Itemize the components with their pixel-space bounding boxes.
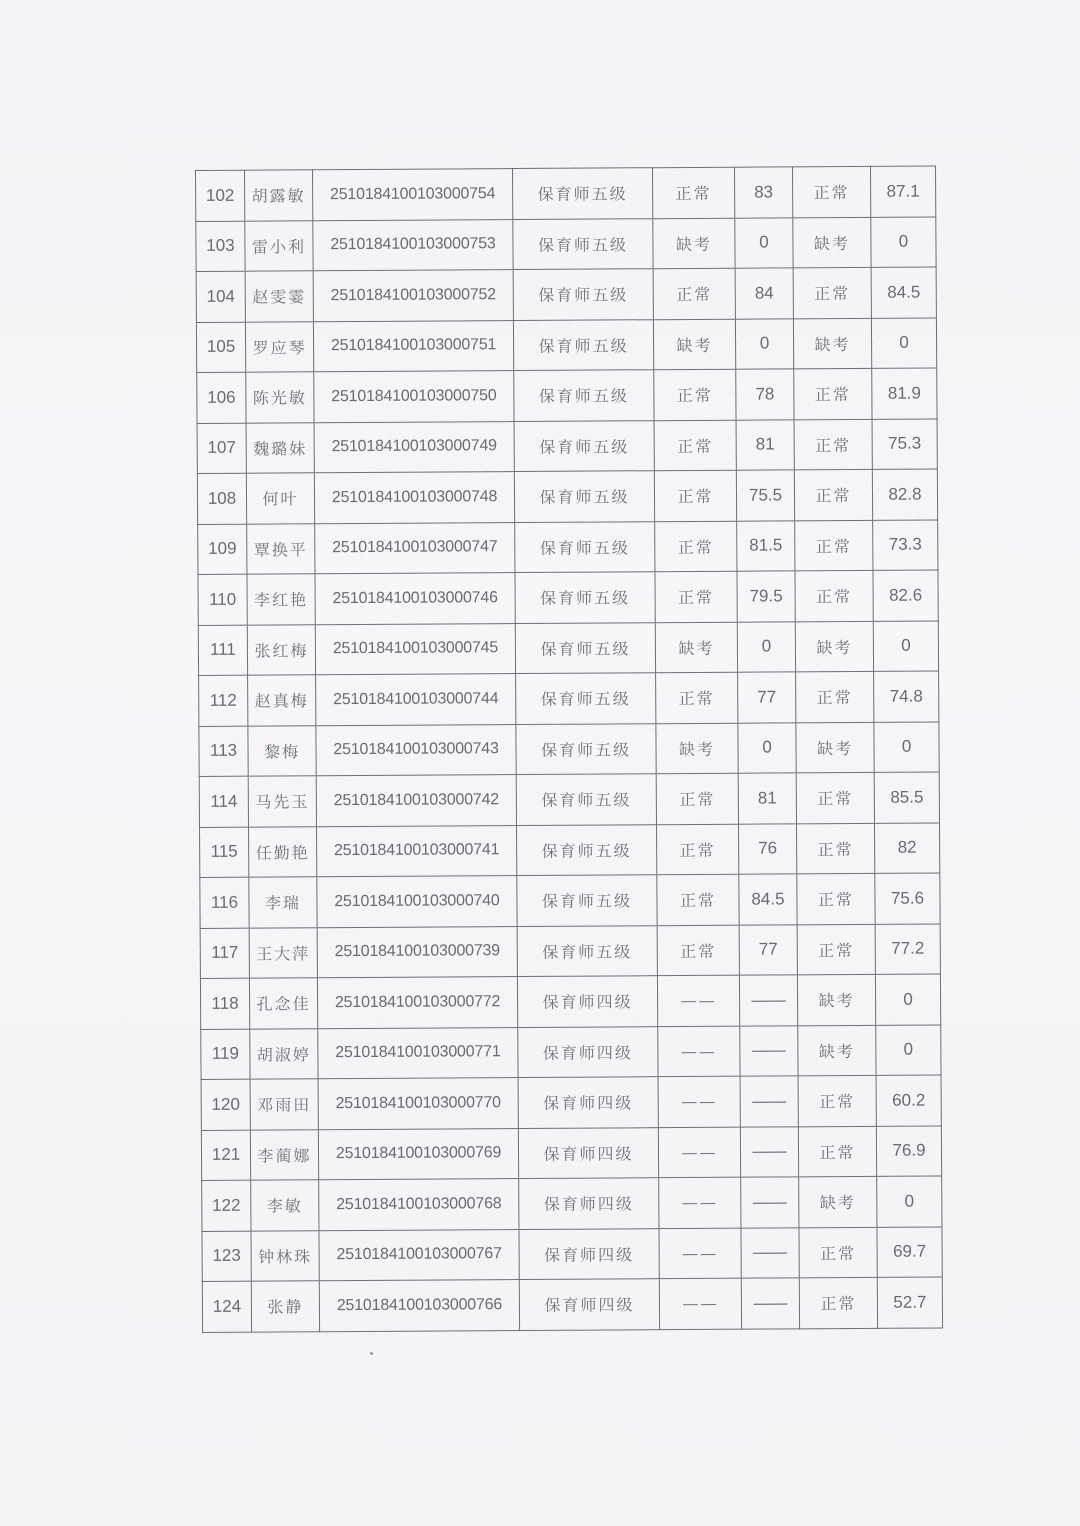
table-row [198, 620, 938, 675]
cell-theory-score: 81 [736, 419, 794, 470]
cell-admission-id: 2510184100103000766 [319, 1280, 519, 1332]
cell-seq-no: 108 [197, 473, 246, 524]
cell-seq-no: 122 [202, 1180, 251, 1231]
cell-candidate-name: 马先玉 [248, 776, 316, 827]
cell-candidate-name: 胡露敏 [245, 170, 313, 221]
cell-admission-id: 2510184100103000748 [314, 472, 514, 524]
cell-theory-status: —— [659, 1278, 741, 1329]
cell-theory-score: 81.5 [737, 520, 795, 571]
cell-skill-score: 85.5 [874, 772, 939, 823]
cell-skill-score: 0 [876, 1024, 941, 1075]
cell-theory-status: 正常 [653, 268, 735, 319]
table-row [197, 469, 937, 524]
cell-theory-status: 缺考 [653, 319, 735, 370]
table-row [201, 1024, 941, 1079]
cell-theory-status: 缺考 [653, 218, 735, 269]
cell-theory-status: 正常 [657, 874, 739, 925]
cell-skill-score: 0 [877, 1176, 942, 1227]
table-row [202, 1277, 942, 1332]
cell-theory-status: —— [659, 1228, 741, 1279]
table-row [199, 671, 939, 726]
cell-candidate-name: 张静 [251, 1281, 319, 1332]
cell-candidate-name: 李红艳 [247, 574, 315, 625]
cell-theory-score: 77 [739, 924, 797, 975]
cell-skill-score: 0 [871, 317, 936, 368]
cell-theory-score: —— [740, 1126, 798, 1177]
table-row [198, 570, 938, 625]
cell-seq-no: 115 [200, 827, 249, 878]
table-row [199, 772, 939, 827]
cell-admission-id: 2510184100103000753 [313, 219, 513, 271]
table-row [198, 519, 938, 574]
cell-candidate-name: 黎梅 [248, 725, 316, 776]
cell-skill-score: 0 [874, 721, 939, 772]
cell-exam-level: 保育师五级 [514, 471, 654, 522]
cell-theory-score: 0 [737, 621, 795, 672]
cell-skill-status: 正常 [797, 924, 875, 975]
cell-candidate-name: 李敏 [251, 1180, 319, 1231]
cell-admission-id: 2510184100103000746 [315, 573, 515, 625]
cell-skill-status: 缺考 [795, 621, 873, 672]
cell-admission-id: 2510184100103000771 [318, 1027, 518, 1079]
cell-candidate-name: 孔念佳 [249, 978, 317, 1029]
cell-theory-score: 79.5 [737, 571, 795, 622]
cell-seq-no: 112 [199, 675, 248, 726]
cell-exam-level: 保育师四级 [518, 1127, 658, 1178]
cell-admission-id: 2510184100103000768 [319, 1179, 519, 1231]
cell-theory-status: 正常 [654, 369, 736, 420]
cell-skill-status: 缺考 [798, 1025, 876, 1076]
cell-admission-id: 2510184100103000739 [317, 926, 517, 978]
cell-admission-id: 2510184100103000749 [314, 421, 514, 473]
cell-seq-no: 109 [198, 524, 247, 575]
cell-admission-id: 2510184100103000769 [318, 1128, 518, 1180]
table-row [197, 368, 937, 423]
cell-theory-score: —— [740, 1025, 798, 1076]
cell-candidate-name: 张红梅 [247, 624, 315, 675]
cell-skill-status: 正常 [792, 166, 870, 217]
cell-exam-level: 保育师四级 [518, 1077, 658, 1128]
cell-seq-no: 119 [201, 1029, 250, 1080]
cell-skill-score: 60.2 [876, 1075, 941, 1126]
cell-admission-id: 2510184100103000740 [317, 876, 517, 928]
cell-exam-level: 保育师四级 [519, 1279, 659, 1330]
cell-skill-status: 缺考 [793, 217, 871, 268]
cell-candidate-name: 赵真梅 [248, 675, 316, 726]
cell-theory-score: —— [741, 1227, 799, 1278]
cell-seq-no: 103 [196, 221, 245, 272]
cell-theory-status: 正常 [656, 773, 738, 824]
cell-skill-status: 正常 [794, 469, 872, 520]
cell-admission-id: 2510184100103000741 [317, 825, 517, 877]
table-row [196, 166, 936, 221]
cell-skill-score: 0 [873, 620, 938, 671]
results-table-container [195, 165, 942, 1332]
cell-skill-status: 正常 [794, 368, 872, 419]
cell-skill-status: 正常 [798, 1075, 876, 1126]
cell-skill-status: 正常 [796, 671, 874, 722]
cell-seq-no: 117 [200, 928, 249, 979]
cell-candidate-name: 魏璐妹 [246, 422, 314, 473]
cell-skill-status: 正常 [797, 823, 875, 874]
cell-theory-score: 77 [738, 672, 796, 723]
table-row [196, 267, 936, 322]
table-row [200, 974, 940, 1029]
table-row [196, 216, 936, 271]
cell-admission-id: 2510184100103000754 [313, 169, 513, 221]
cell-seq-no: 124 [202, 1281, 251, 1332]
cell-skill-score: 73.3 [873, 519, 938, 570]
cell-skill-score: 76.9 [876, 1125, 941, 1176]
cell-candidate-name: 雷小利 [245, 220, 313, 271]
cell-skill-status: 缺考 [793, 318, 871, 369]
cell-skill-score: 75.6 [875, 873, 940, 924]
cell-skill-status: 缺考 [796, 722, 874, 773]
cell-exam-level: 保育师五级 [513, 218, 653, 269]
cell-skill-status: 正常 [795, 570, 873, 621]
cell-candidate-name: 王大萍 [249, 927, 317, 978]
cell-admission-id: 2510184100103000750 [314, 371, 514, 423]
cell-exam-level: 保育师四级 [519, 1178, 659, 1229]
cell-candidate-name: 赵雯霎 [245, 271, 313, 322]
cell-skill-score: 52.7 [877, 1277, 942, 1328]
table-row [201, 1075, 941, 1130]
cell-exam-level: 保育师五级 [513, 319, 653, 370]
cell-skill-score: 0 [871, 216, 936, 267]
cell-theory-score: 0 [738, 722, 796, 773]
cell-theory-status: 正常 [655, 571, 737, 622]
cell-seq-no: 106 [197, 372, 246, 423]
cell-theory-score: 0 [735, 318, 793, 369]
table-row [199, 721, 939, 776]
table-row [202, 1176, 942, 1231]
cell-theory-score: —— [741, 1177, 799, 1228]
cell-admission-id: 2510184100103000742 [316, 775, 516, 827]
cell-exam-level: 保育师五级 [516, 673, 656, 724]
cell-skill-score: 81.9 [872, 368, 937, 419]
table-row [201, 1125, 941, 1180]
cell-candidate-name: 李蔺娜 [250, 1129, 318, 1180]
cell-skill-status: 缺考 [799, 1176, 877, 1227]
exam-results-table [195, 165, 943, 1332]
table-row [197, 418, 937, 473]
cell-theory-status: 缺考 [655, 622, 737, 673]
cell-seq-no: 104 [196, 271, 245, 322]
cell-exam-level: 保育师五级 [516, 723, 656, 774]
cell-exam-level: 保育师四级 [517, 976, 657, 1027]
cell-skill-status: 正常 [793, 267, 871, 318]
cell-exam-level: 保育师五级 [512, 168, 652, 219]
cell-admission-id: 2510184100103000767 [319, 1229, 519, 1281]
cell-skill-status: 正常 [796, 772, 874, 823]
cell-theory-score: 81 [738, 773, 796, 824]
cell-theory-status: 正常 [652, 167, 734, 218]
cell-candidate-name: 钟林珠 [251, 1230, 319, 1281]
cell-theory-status: —— [658, 1076, 740, 1127]
cell-admission-id: 2510184100103000772 [317, 977, 517, 1029]
cell-theory-status: 正常 [656, 672, 738, 723]
cell-exam-level: 保育师五级 [513, 269, 653, 320]
cell-theory-score: 84.5 [739, 874, 797, 925]
cell-skill-score: 75.3 [872, 418, 937, 469]
cell-skill-status: 正常 [799, 1277, 877, 1328]
cell-skill-status: 正常 [798, 1126, 876, 1177]
cell-seq-no: 110 [198, 574, 247, 625]
cell-seq-no: 102 [196, 170, 245, 221]
cell-exam-level: 保育师五级 [516, 774, 656, 825]
cell-candidate-name: 陈光敏 [246, 372, 314, 423]
cell-skill-score: 69.7 [877, 1226, 942, 1277]
cell-exam-level: 保育师五级 [517, 925, 657, 976]
cell-seq-no: 123 [202, 1231, 251, 1282]
cell-exam-level: 保育师五级 [515, 521, 655, 572]
cell-seq-no: 118 [200, 978, 249, 1029]
cell-skill-score: 74.8 [874, 671, 939, 722]
cell-exam-level: 保育师五级 [514, 370, 654, 421]
cell-skill-status: 正常 [799, 1227, 877, 1278]
cell-skill-score: 84.5 [871, 267, 936, 318]
cell-skill-score: 82.6 [873, 570, 938, 621]
cell-theory-score: —— [740, 1076, 798, 1127]
cell-admission-id: 2510184100103000770 [318, 1078, 518, 1130]
cell-theory-score: 76 [739, 823, 797, 874]
cell-theory-status: —— [659, 1177, 741, 1228]
cell-theory-status: 正常 [654, 420, 736, 471]
cell-theory-score: —— [739, 975, 797, 1026]
table-row [202, 1226, 942, 1281]
cell-candidate-name: 何叶 [246, 473, 314, 524]
cell-skill-score: 87.1 [870, 166, 935, 217]
cell-skill-status: 正常 [794, 419, 872, 470]
cell-admission-id: 2510184100103000747 [315, 522, 515, 574]
cell-theory-status: 正常 [657, 824, 739, 875]
cell-admission-id: 2510184100103000743 [316, 724, 516, 776]
table-row [196, 317, 936, 372]
cell-admission-id: 2510184100103000751 [313, 320, 513, 372]
table-row [200, 873, 940, 928]
cell-skill-score: 82.8 [872, 469, 937, 520]
cell-skill-status: 缺考 [797, 974, 875, 1025]
cell-seq-no: 105 [196, 322, 245, 373]
cell-exam-level: 保育师五级 [515, 572, 655, 623]
table-body [196, 166, 943, 1332]
cell-seq-no: 113 [199, 726, 248, 777]
cell-seq-no: 107 [197, 423, 246, 474]
scan-speck [370, 1352, 373, 1355]
cell-exam-level: 保育师五级 [517, 875, 657, 926]
cell-candidate-name: 胡淑婷 [250, 1028, 318, 1079]
cell-theory-score: 83 [734, 167, 792, 218]
cell-candidate-name: 李瑞 [249, 877, 317, 928]
cell-theory-status: 正常 [657, 925, 739, 976]
cell-theory-status: 缺考 [656, 723, 738, 774]
cell-skill-score: 77.2 [875, 923, 940, 974]
cell-theory-score: —— [741, 1278, 799, 1329]
cell-exam-level: 保育师五级 [514, 420, 654, 471]
cell-seq-no: 116 [200, 877, 249, 928]
cell-candidate-name: 罗应琴 [245, 321, 313, 372]
cell-candidate-name: 任勤艳 [249, 826, 317, 877]
table-row [200, 923, 940, 978]
cell-skill-status: 正常 [795, 520, 873, 571]
cell-theory-status: —— [658, 1127, 740, 1178]
cell-theory-status: 正常 [655, 521, 737, 572]
cell-exam-level: 保育师四级 [518, 1026, 658, 1077]
cell-exam-level: 保育师五级 [515, 622, 655, 673]
cell-skill-status: 正常 [797, 873, 875, 924]
cell-exam-level: 保育师五级 [517, 824, 657, 875]
cell-theory-status: —— [658, 1026, 740, 1077]
cell-admission-id: 2510184100103000752 [313, 270, 513, 322]
cell-theory-score: 0 [735, 217, 793, 268]
cell-skill-score: 0 [875, 974, 940, 1025]
cell-seq-no: 114 [199, 776, 248, 827]
cell-exam-level: 保育师四级 [519, 1228, 659, 1279]
cell-theory-status: —— [657, 975, 739, 1026]
cell-seq-no: 111 [198, 625, 247, 676]
cell-theory-score: 78 [736, 369, 794, 420]
cell-candidate-name: 覃换平 [247, 523, 315, 574]
cell-admission-id: 2510184100103000745 [315, 623, 515, 675]
cell-theory-status: 正常 [654, 470, 736, 521]
cell-seq-no: 120 [201, 1079, 250, 1130]
cell-admission-id: 2510184100103000744 [316, 674, 516, 726]
cell-theory-score: 84 [735, 268, 793, 319]
cell-theory-score: 75.5 [736, 470, 794, 521]
cell-candidate-name: 邓雨田 [250, 1079, 318, 1130]
table-row [200, 822, 940, 877]
cell-seq-no: 121 [201, 1130, 250, 1181]
cell-skill-score: 82 [875, 822, 940, 873]
